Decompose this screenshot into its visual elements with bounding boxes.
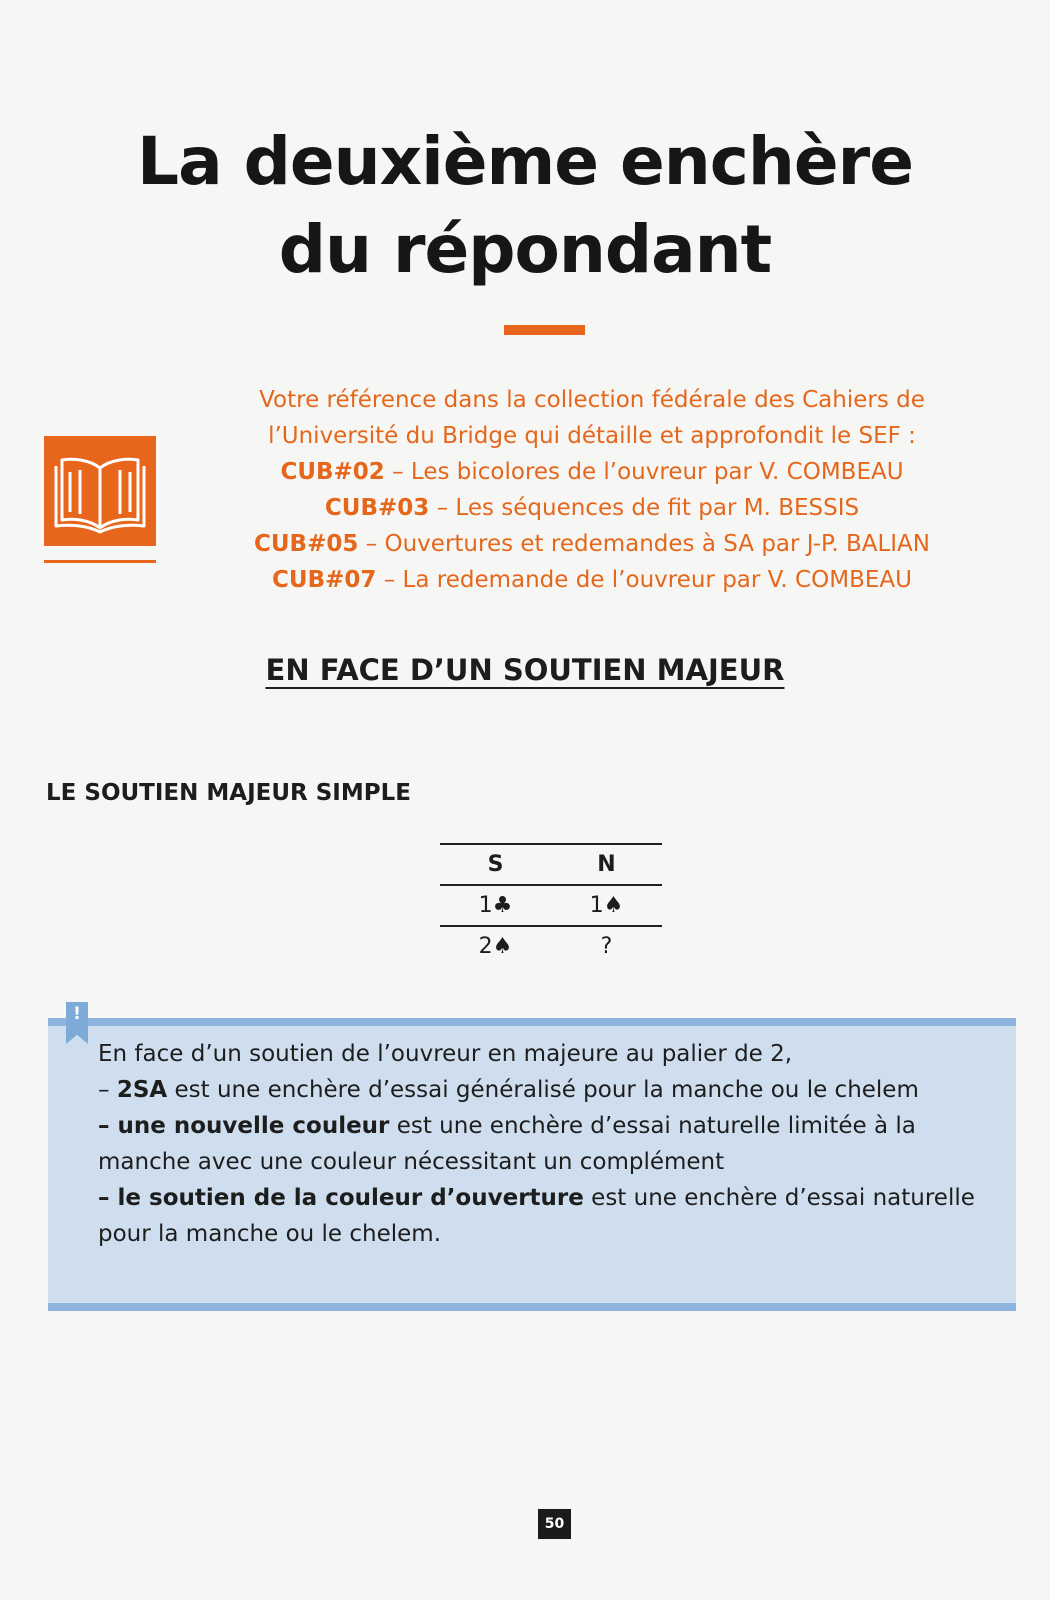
- reference-item: [182, 454, 1002, 490]
- bid-cell: 1♠: [589, 893, 624, 918]
- table-row: [440, 927, 662, 966]
- header-north: N: [597, 852, 616, 877]
- reference-code: CUB#02: [280, 459, 385, 485]
- note-item: [98, 1180, 1003, 1252]
- open-book-icon: [44, 436, 156, 546]
- subsection-title: LE SOUTIEN MAJEUR SIMPLE: [46, 780, 411, 806]
- note-item-text: est une enchère d’essai généralisé pour la manche ou le chelem: [167, 1077, 919, 1103]
- note-item-text: est une enchère d’essai naturelle pour la manche ou le chelem.: [98, 1185, 975, 1247]
- reference-code: CUB#05: [254, 531, 359, 557]
- reference-code: CUB#03: [324, 495, 430, 521]
- reference-list: [182, 454, 1002, 598]
- title-underline-bar: [504, 325, 585, 335]
- reference-text: – Les séquences de fit par M. BESSIS: [429, 495, 860, 521]
- title-line-1: La deuxième enchère: [137, 123, 913, 200]
- reference-item: [182, 562, 1002, 598]
- note-item: [98, 1072, 1003, 1108]
- reference-text: – Ouvertures et redemandes à SA par J-P. BALIAN: [358, 531, 930, 557]
- reference-item: [182, 490, 1002, 526]
- note-line: En face d’un soutien de l’ouvreur en majeure au palier de 2,: [98, 1041, 793, 1067]
- note-item-bold: le soutien de la couleur d’ouverture: [117, 1185, 584, 1211]
- book-icon-underline: [44, 560, 156, 563]
- page-title: [0, 118, 1050, 294]
- bid-cell: 1♣: [478, 893, 513, 918]
- note-dash: –: [98, 1185, 118, 1211]
- reference-intro-line-2: l’Université du Bridge qui détaille et approfondit le SEF :: [268, 423, 916, 449]
- bid-cell: 2♠: [478, 934, 513, 959]
- reference-code: CUB#07: [272, 567, 377, 593]
- reference-text: – La redemande de l’ouvreur par V. COMBEAU: [376, 567, 912, 593]
- bidding-table: [440, 843, 662, 966]
- title-line-2: du répondant: [278, 211, 772, 288]
- note-text: [98, 1036, 1003, 1252]
- table-row: [440, 886, 662, 925]
- note-item: [98, 1108, 1003, 1180]
- note-item-text: est une enchère d’essai naturelle limitée à la manche avec une couleur nécessitant un complément: [98, 1113, 916, 1175]
- table-header-row: [440, 845, 662, 884]
- exclamation-icon: !: [73, 1004, 81, 1024]
- note-dash: –: [98, 1077, 117, 1103]
- bid-cell: ?: [600, 934, 613, 959]
- section-title: EN FACE D’UN SOUTIEN MAJEUR: [265, 653, 785, 687]
- reference-intro: [182, 382, 1002, 454]
- reference-intro-line-1: Votre référence dans la collection fédérale des Cahiers de: [259, 387, 925, 413]
- page-number: 50: [538, 1509, 571, 1539]
- reference-text: – Les bicolores de l’ouvreur par V. COMBEAU: [384, 459, 904, 485]
- reference-item: [182, 526, 1002, 562]
- header-south: S: [487, 852, 504, 877]
- note-item-bold: une nouvelle couleur: [117, 1113, 390, 1139]
- note-dash: –: [98, 1113, 118, 1139]
- note-item-bold: 2SA: [116, 1077, 168, 1103]
